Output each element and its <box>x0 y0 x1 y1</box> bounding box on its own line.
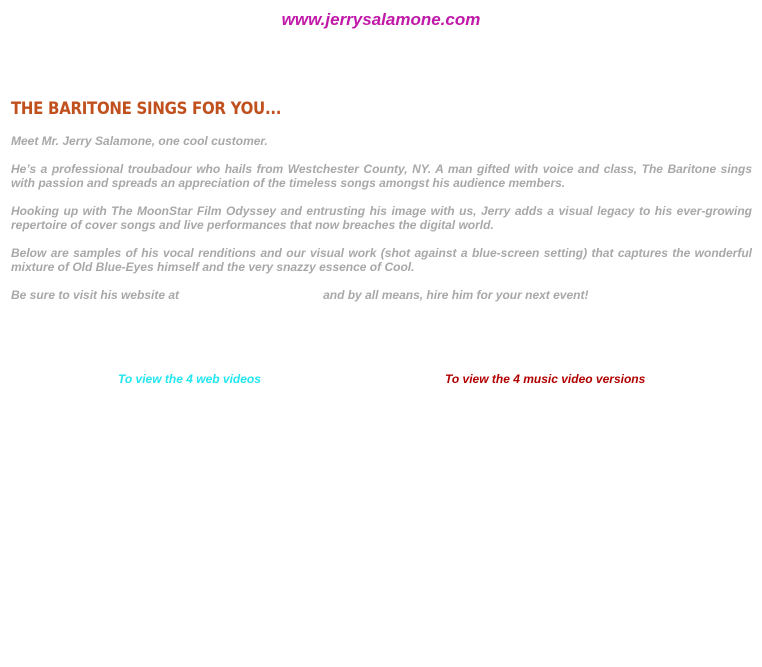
music-videos-link[interactable]: To view the 4 music video versions <box>445 372 646 386</box>
website-paragraph <box>11 288 752 302</box>
web-videos-link[interactable]: To view the 4 web videos <box>118 372 261 386</box>
page-headline: THE BARITONE SINGS FOR YOU... <box>11 98 282 119</box>
collaboration-paragraph: Hooking up with The MoonStar Film Odyssey and entrusting his image with us, Jerry adds a visual legacy to his ever-growing repertoire of cover songs and live performances that now breaches the digital world. <box>11 204 752 232</box>
website-paragraph-start: Be sure to visit his website at <box>11 288 180 302</box>
intro-paragraph: Meet Mr. Jerry Salamone, one cool customer. <box>11 134 268 148</box>
bio-paragraph: He’s a professional troubadour who hails from Westchester County, NY. A man gifted with voice and class, The Baritone sings with passion and spreads an appreciation of the timeless songs amongst his audience members. <box>11 162 752 190</box>
website-paragraph-end: and by all means, hire him for your next event! <box>323 288 589 302</box>
site-url-link[interactable]: www.jerrysalamone.com <box>281 10 481 29</box>
samples-paragraph: Below are samples of his vocal renditions and our visual work (shot against a blue-screen setting) that captures the wonderful mixture of Old Blue-Eyes himself and the very snazzy essence of Cool. <box>11 246 752 274</box>
